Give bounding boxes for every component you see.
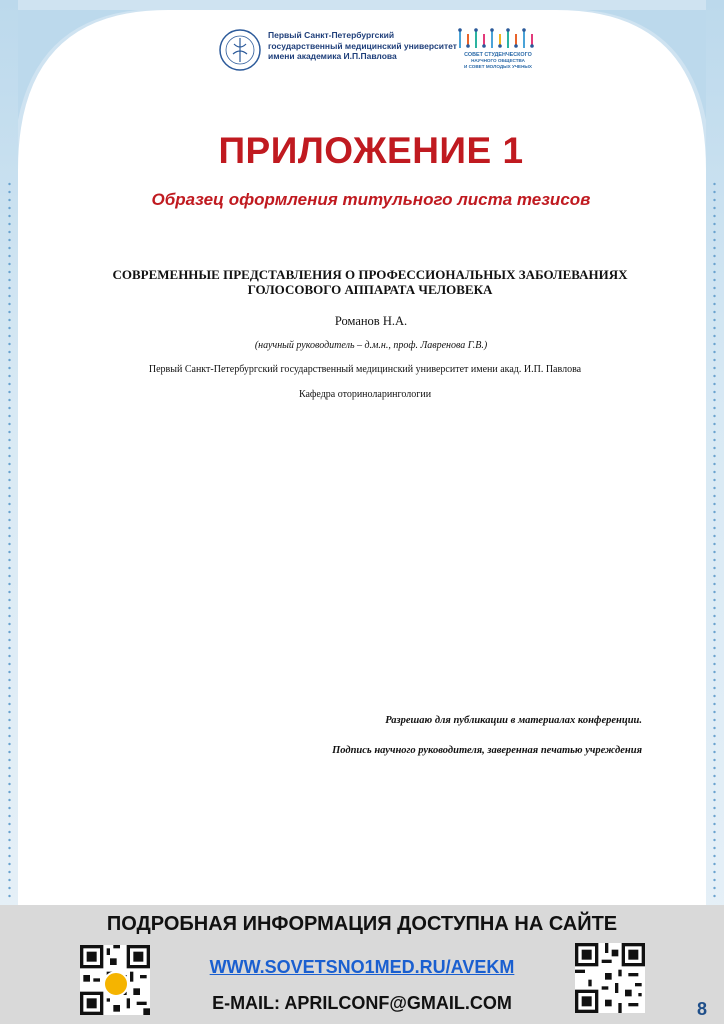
institution-line: Первый Санкт-Петербургский государственный медицинский университет имени акад. И.П. Павлова <box>148 364 582 375</box>
university-name <box>268 30 457 62</box>
thesis-title-line: СОВРЕМЕННЫЕ ПРЕДСТАВЛЕНИЯ О ПРОФЕССИОНАЛЬНЫХ ЗАБОЛЕВАНИЯХ <box>112 267 628 282</box>
email-link[interactable]: E-MAIL: APRILCONF@GMAIL.COM <box>212 993 512 1013</box>
appendix-title: ПРИЛОЖЕНИЕ 1 <box>218 130 524 171</box>
right-dotted-border <box>713 180 716 900</box>
footer-heading: ПОДРОБНАЯ ИНФОРМАЦИЯ ДОСТУПНА НА САЙТЕ <box>106 913 618 935</box>
university-emblem-icon <box>218 28 262 72</box>
council-line: И СОВЕТ МОЛОДЫХ УЧЕНЫХ <box>464 63 532 69</box>
council-line: НАУЧНОГО ОБЩЕСТВА <box>471 58 525 64</box>
footer-banner <box>0 905 724 1024</box>
header-logos <box>218 26 558 80</box>
website-link[interactable]: WWW.SOVETSNO1MED.RU/AVEKM <box>209 957 515 977</box>
publication-permit-line: Разрешаю для публикации в материалах конференции. <box>385 715 642 726</box>
signature-line: Подпись научного руководителя, заверенная печатью учреждения <box>332 745 642 756</box>
page-number: 8 <box>696 999 707 1019</box>
student-council-name <box>450 53 546 69</box>
author-name: Романов Н.А. <box>334 314 408 328</box>
appendix-subtitle: Образец оформления титульного листа тезисов <box>151 190 591 209</box>
left-dotted-border <box>8 180 11 900</box>
department-line: Кафедра оториноларингологии <box>298 389 432 400</box>
thesis-title-line: ГОЛОСОВОГО АППАРАТА ЧЕЛОВЕКА <box>247 282 493 297</box>
university-line: государственный медицинский университет <box>268 40 457 51</box>
supervisor-line: (научный руководитель – д.м.н., проф. Лавренова Г.В.) <box>254 340 488 351</box>
council-line: СОВЕТ СТУДЕНЧЕСКОГО <box>464 52 532 58</box>
university-line: имени академика И.П.Павлова <box>268 51 397 61</box>
university-line: Первый Санкт-Петербургский <box>268 30 395 40</box>
sample-thesis-title <box>80 267 660 297</box>
